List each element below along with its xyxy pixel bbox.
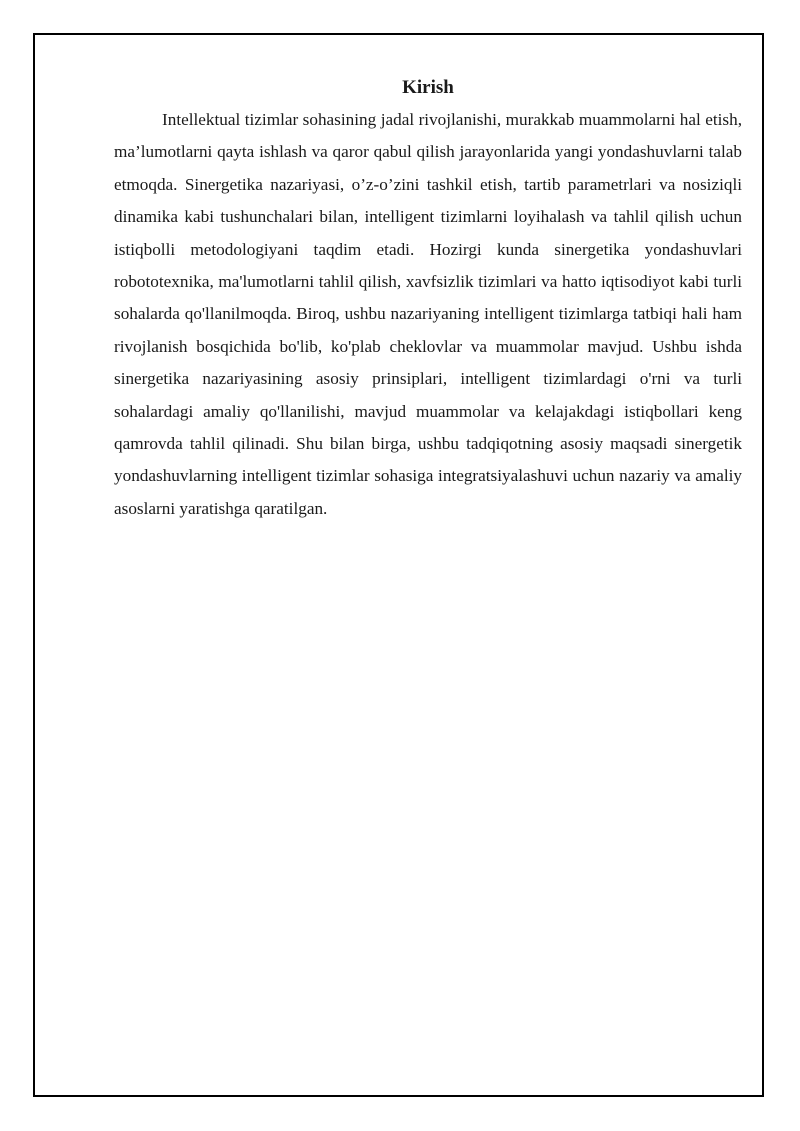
page-title: Kirish (402, 77, 454, 98)
body-paragraph: Intellektual tizimlar sohasining jadal rivojlanishi, murakkab muammolarni hal etish, ma’lumotlarni qayta ishlash va qaror qabul qilish jarayonlarida yangi yondashuvlarni talab etmoqda. Sinergetika nazariyasi, o’z-o’zini tashkil etish, tartib parametrlari va nosiziqli dinamika kabi tushunchalari bilan, intelligent tizimlarni loyihalash va tahlil qilish uchun istiqbolli metodologiyani taqdim etadi. Hozirgi kunda sinergetika yondashuvlari robototexnika, ma'lumotlarni tahlil qilish, xavfsizlik tizimlari va hatto iqtisodiyot kabi turli sohalarda qo'llanilmoqda. Biroq, ushbu nazariyaning intelligent tizimlarga tatbiqi hali ham rivojlanish bosqichida bo'lib, ko'plab cheklovlar va muammolar mavjud. Ushbu ishda sinergetika nazariyasining asosiy prinsiplari, intelligent tizimlardagi o'rni va turli sohalardagi amaliy qo'llanilishi, mavjud muammolar va kelajakdagi istiqbollari keng qamrovda tahlil qilinadi. Shu bilan birga, ushbu tadqiqotning asosiy maqsadi sinergetik yondashuvlarning intelligent tizimlar sohasiga integratsiyalashuvi uchun nazariy va amaliy asoslarni yaratishga qaratilgan. (114, 110, 742, 518)
document-content (114, 74, 742, 525)
